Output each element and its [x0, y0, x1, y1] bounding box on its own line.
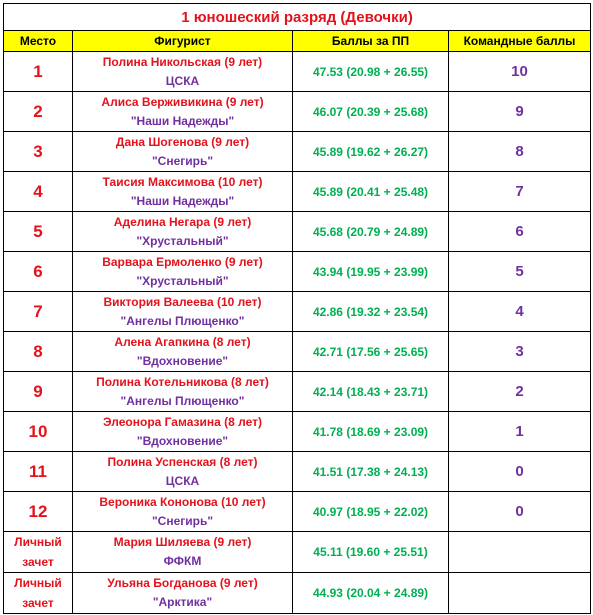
score-cell: 41.51 (17.38 + 24.13)	[293, 452, 449, 492]
team-points-cell: 0	[449, 452, 591, 492]
skater-club: "Наши Надежды"	[130, 193, 235, 208]
place-cell: 11	[4, 452, 73, 492]
skater-club: "Вдохновение"	[136, 433, 229, 448]
skater-club: "Хрустальный"	[136, 233, 229, 248]
team-points-cell	[449, 532, 591, 573]
table-row	[4, 332, 591, 372]
skater-club: "Ангелы Плющенко"	[120, 313, 245, 328]
team-points-cell: 10	[449, 52, 591, 92]
skater-cell	[73, 292, 293, 332]
place-cell: 10	[4, 412, 73, 452]
skater-name: Виктория Валеева (10 лет)	[103, 294, 262, 309]
column-header-place: Место	[4, 31, 73, 52]
team-points-cell: 7	[449, 172, 591, 212]
team-points-cell: 8	[449, 132, 591, 172]
score-cell: 44.93 (20.04 + 24.89)	[293, 573, 449, 614]
place-cell: 4	[4, 172, 73, 212]
skater-cell	[73, 92, 293, 132]
skater-club: "Ангелы Плющенко"	[120, 393, 245, 408]
title-row	[4, 4, 591, 31]
team-points-cell: 3	[449, 332, 591, 372]
table-row	[4, 172, 591, 212]
column-header-score: Баллы за ПП	[293, 31, 449, 52]
skater-name: Алиса Верживикина (9 лет)	[101, 94, 264, 109]
team-points-cell: 9	[449, 92, 591, 132]
table-row	[4, 452, 591, 492]
skater-cell	[73, 532, 293, 573]
team-points-cell	[449, 573, 591, 614]
score-cell: 42.14 (18.43 + 23.71)	[293, 372, 449, 412]
place-cell: 6	[4, 252, 73, 292]
skater-club: "Снегирь"	[151, 513, 214, 528]
table-row	[4, 492, 591, 532]
score-cell: 45.89 (20.41 + 25.48)	[293, 172, 449, 212]
table-title: 1 юношеский разряд (Девочки)	[4, 4, 591, 31]
place-cell: 3	[4, 132, 73, 172]
skater-club: "Вдохновение"	[136, 353, 229, 368]
skater-cell	[73, 132, 293, 172]
skater-name: Аделина Негара (9 лет)	[113, 214, 252, 229]
table-row	[4, 252, 591, 292]
table-row	[4, 292, 591, 332]
place-cell: 12	[4, 492, 73, 532]
score-cell: 47.53 (20.98 + 26.55)	[293, 52, 449, 92]
team-points-cell: 4	[449, 292, 591, 332]
skater-cell	[73, 52, 293, 92]
table-row	[4, 212, 591, 252]
team-points-cell: 1	[449, 412, 591, 452]
skater-name: Элеонора Гамазина (8 лет)	[103, 414, 262, 429]
score-cell: 45.89 (19.62 + 26.27)	[293, 132, 449, 172]
place-cell: 7	[4, 292, 73, 332]
place-cell: 5	[4, 212, 73, 252]
table-row	[4, 573, 591, 614]
skater-name: Варвара Ермоленко (9 лет)	[102, 254, 263, 269]
results-table-body	[4, 4, 591, 614]
score-cell: 46.07 (20.39 + 25.68)	[293, 92, 449, 132]
header-row	[4, 31, 591, 52]
team-points-cell: 2	[449, 372, 591, 412]
column-header-team-points: Командные баллы	[449, 31, 591, 52]
team-points-cell: 6	[449, 212, 591, 252]
skater-name: Ульяна Богданова (9 лет)	[107, 576, 258, 590]
table-row	[4, 372, 591, 412]
skater-cell	[73, 573, 293, 614]
place-cell: 2	[4, 92, 73, 132]
skater-cell	[73, 452, 293, 492]
skater-name: Мария Шиляева (9 лет)	[113, 535, 252, 549]
team-points-cell: 0	[449, 492, 591, 532]
skater-club: "Снегирь"	[151, 153, 214, 168]
table-row	[4, 132, 591, 172]
place-cell: 8	[4, 332, 73, 372]
skater-name: Дана Шогенова (9 лет)	[115, 134, 250, 149]
column-header-skater: Фигурист	[73, 31, 293, 52]
score-cell: 42.86 (19.32 + 23.54)	[293, 292, 449, 332]
score-cell: 41.78 (18.69 + 23.09)	[293, 412, 449, 452]
table-row	[4, 92, 591, 132]
skater-club: "Хрустальный"	[136, 273, 229, 288]
place-cell: 1	[4, 52, 73, 92]
score-cell: 45.11 (19.60 + 25.51)	[293, 532, 449, 573]
skater-name: Вероника Кононова (10 лет)	[99, 494, 266, 509]
skater-cell	[73, 252, 293, 292]
skater-name: Алена Агапкина (8 лет)	[114, 334, 251, 349]
skater-cell	[73, 492, 293, 532]
skater-cell	[73, 412, 293, 452]
skater-name: Полина Никольская (9 лет)	[102, 54, 263, 69]
skater-cell	[73, 372, 293, 412]
skater-club: "Арктика"	[152, 595, 213, 609]
skater-club: ФФКМ	[163, 554, 202, 568]
skater-name: Таисия Максимова (10 лет)	[102, 174, 263, 189]
score-cell: 43.94 (19.95 + 23.99)	[293, 252, 449, 292]
team-points-cell: 5	[449, 252, 591, 292]
skater-club: "Наши Надежды"	[130, 113, 235, 128]
results-table	[3, 3, 591, 614]
skater-cell	[73, 332, 293, 372]
skater-cell	[73, 172, 293, 212]
place-cell: 9	[4, 372, 73, 412]
skater-club: ЦСКА	[165, 473, 200, 488]
score-cell: 42.71 (17.56 + 25.65)	[293, 332, 449, 372]
skater-club: ЦСКА	[165, 73, 200, 88]
table-row	[4, 412, 591, 452]
table-row	[4, 52, 591, 92]
skater-cell	[73, 212, 293, 252]
skater-name: Полина Котельникова (8 лет)	[96, 374, 269, 389]
score-cell: 45.68 (20.79 + 24.89)	[293, 212, 449, 252]
place-cell: Личный зачет	[4, 573, 73, 614]
skater-name: Полина Успенская (8 лет)	[107, 454, 258, 469]
score-cell: 40.97 (18.95 + 22.02)	[293, 492, 449, 532]
table-row	[4, 532, 591, 573]
place-cell: Личный зачет	[4, 532, 73, 573]
